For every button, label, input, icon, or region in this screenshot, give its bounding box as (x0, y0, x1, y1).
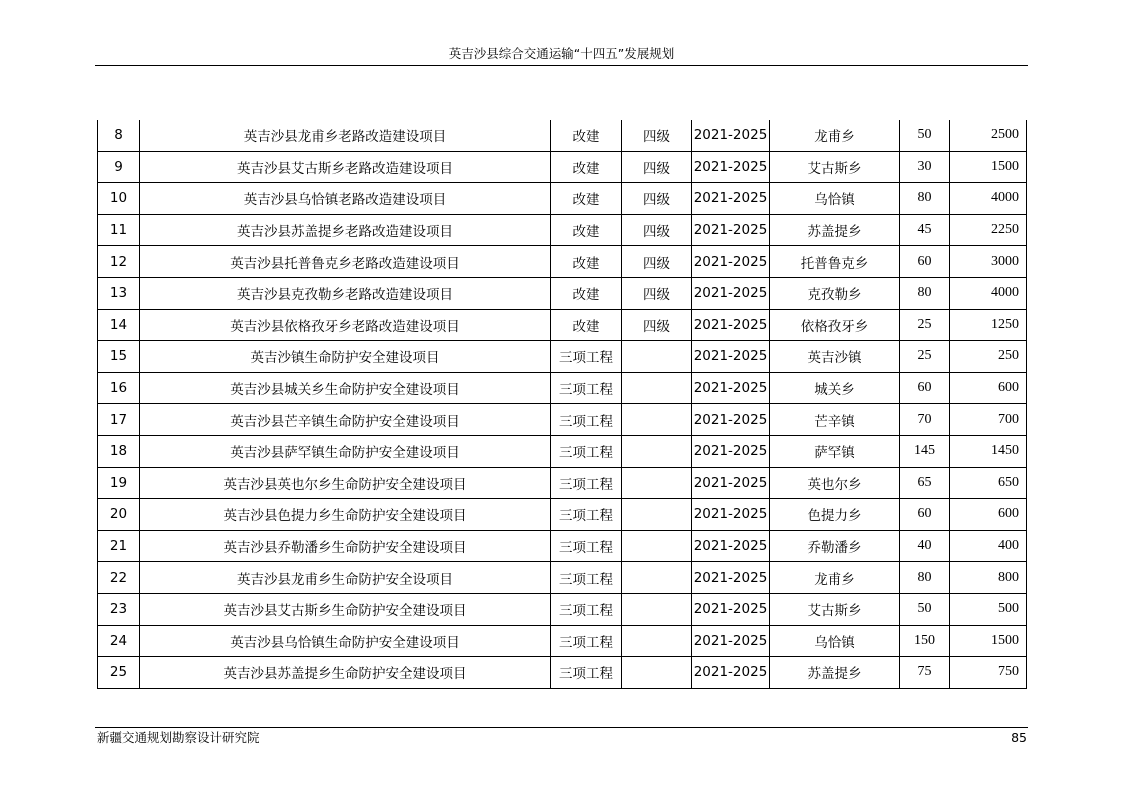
row-number-cell: 11 (98, 214, 140, 246)
construction-type-cell: 三项工程 (551, 625, 622, 657)
construction-type-cell: 改建 (551, 309, 622, 341)
construction-type-cell: 改建 (551, 151, 622, 183)
row-number-cell: 15 (98, 341, 140, 373)
location-cell: 芒辛镇 (770, 404, 900, 436)
period-cell: 2021-2025 (692, 309, 770, 341)
project-name-cell: 英吉沙县艾古斯乡生命防护安全建设项目 (140, 593, 551, 625)
investment-cell: 3000 (950, 246, 1027, 278)
investment-cell: 4000 (950, 277, 1027, 309)
scale-cell: 60 (900, 372, 950, 404)
construction-type-cell: 改建 (551, 246, 622, 278)
location-cell: 城关乡 (770, 372, 900, 404)
page-number: 85 (1011, 730, 1027, 745)
row-number-cell: 8 (98, 120, 140, 151)
period-cell: 2021-2025 (692, 593, 770, 625)
table-row (98, 341, 1027, 373)
period-cell: 2021-2025 (692, 562, 770, 594)
row-number-cell: 21 (98, 530, 140, 562)
row-number-cell: 13 (98, 277, 140, 309)
period-cell: 2021-2025 (692, 625, 770, 657)
table-row (98, 151, 1027, 183)
table-row (98, 467, 1027, 499)
construction-type-cell: 改建 (551, 214, 622, 246)
period-cell: 2021-2025 (692, 467, 770, 499)
project-name-cell: 英吉沙县托普鲁克乡老路改造建设项目 (140, 246, 551, 278)
scale-cell: 145 (900, 435, 950, 467)
investment-cell: 500 (950, 593, 1027, 625)
row-number-cell: 23 (98, 593, 140, 625)
scale-cell: 80 (900, 183, 950, 215)
investment-cell: 600 (950, 499, 1027, 531)
scale-cell: 80 (900, 562, 950, 594)
location-cell: 克孜勒乡 (770, 277, 900, 309)
table-row (98, 309, 1027, 341)
table-row (98, 499, 1027, 531)
investment-cell: 650 (950, 467, 1027, 499)
period-cell: 2021-2025 (692, 530, 770, 562)
investment-cell: 250 (950, 341, 1027, 373)
scale-cell: 65 (900, 467, 950, 499)
construction-type-cell: 三项工程 (551, 593, 622, 625)
project-name-cell: 英吉沙县龙甫乡生命防护安全设项目 (140, 562, 551, 594)
scale-cell: 75 (900, 657, 950, 689)
road-grade-cell: 四级 (622, 277, 692, 309)
construction-type-cell: 改建 (551, 183, 622, 215)
project-name-cell: 英吉沙县依格孜牙乡老路改造建设项目 (140, 309, 551, 341)
scale-cell: 50 (900, 593, 950, 625)
investment-cell: 1250 (950, 309, 1027, 341)
location-cell: 乌恰镇 (770, 625, 900, 657)
row-number-cell: 14 (98, 309, 140, 341)
period-cell: 2021-2025 (692, 120, 770, 151)
investment-cell: 400 (950, 530, 1027, 562)
table-row (98, 657, 1027, 689)
scale-cell: 45 (900, 214, 950, 246)
scale-cell: 50 (900, 120, 950, 151)
row-number-cell: 9 (98, 151, 140, 183)
table-row (98, 593, 1027, 625)
row-number-cell: 22 (98, 562, 140, 594)
scale-cell: 60 (900, 246, 950, 278)
period-cell: 2021-2025 (692, 246, 770, 278)
scale-cell: 70 (900, 404, 950, 436)
location-cell: 托普鲁克乡 (770, 246, 900, 278)
table-row (98, 530, 1027, 562)
road-grade-cell (622, 435, 692, 467)
project-name-cell: 英吉沙县萨罕镇生命防护安全建设项目 (140, 435, 551, 467)
location-cell: 乌恰镇 (770, 183, 900, 215)
construction-type-cell: 三项工程 (551, 499, 622, 531)
table-row (98, 120, 1027, 151)
row-number-cell: 24 (98, 625, 140, 657)
period-cell: 2021-2025 (692, 372, 770, 404)
location-cell: 依格孜牙乡 (770, 309, 900, 341)
road-grade-cell (622, 467, 692, 499)
location-cell: 苏盖提乡 (770, 657, 900, 689)
row-number-cell: 25 (98, 657, 140, 689)
project-name-cell: 英吉沙县乌恰镇老路改造建设项目 (140, 183, 551, 215)
investment-cell: 800 (950, 562, 1027, 594)
period-cell: 2021-2025 (692, 151, 770, 183)
construction-type-cell: 三项工程 (551, 530, 622, 562)
table-row (98, 435, 1027, 467)
project-name-cell: 英吉沙县龙甫乡老路改造建设项目 (140, 120, 551, 151)
road-grade-cell (622, 530, 692, 562)
investment-cell: 2250 (950, 214, 1027, 246)
project-name-cell: 英吉沙县艾古斯乡老路改造建设项目 (140, 151, 551, 183)
road-grade-cell: 四级 (622, 151, 692, 183)
project-name-cell: 英吉沙县芒辛镇生命防护安全建设项目 (140, 404, 551, 436)
project-name-cell: 英吉沙县色提力乡生命防护安全建设项目 (140, 499, 551, 531)
road-grade-cell (622, 562, 692, 594)
location-cell: 色提力乡 (770, 499, 900, 531)
row-number-cell: 19 (98, 467, 140, 499)
scale-cell: 25 (900, 309, 950, 341)
construction-type-cell: 三项工程 (551, 562, 622, 594)
row-number-cell: 12 (98, 246, 140, 278)
location-cell: 龙甫乡 (770, 120, 900, 151)
row-number-cell: 16 (98, 372, 140, 404)
investment-cell: 700 (950, 404, 1027, 436)
investment-cell: 750 (950, 657, 1027, 689)
table-row (98, 246, 1027, 278)
construction-type-cell: 三项工程 (551, 372, 622, 404)
header-divider (95, 65, 1028, 66)
location-cell: 艾古斯乡 (770, 593, 900, 625)
location-cell: 苏盖提乡 (770, 214, 900, 246)
location-cell: 乔勒潘乡 (770, 530, 900, 562)
investment-cell: 4000 (950, 183, 1027, 215)
period-cell: 2021-2025 (692, 499, 770, 531)
period-cell: 2021-2025 (692, 183, 770, 215)
table-row (98, 404, 1027, 436)
table-row (98, 214, 1027, 246)
construction-type-cell: 三项工程 (551, 435, 622, 467)
project-table (97, 120, 1027, 689)
period-cell: 2021-2025 (692, 214, 770, 246)
road-grade-cell: 四级 (622, 214, 692, 246)
row-number-cell: 10 (98, 183, 140, 215)
table-row (98, 277, 1027, 309)
road-grade-cell (622, 341, 692, 373)
location-cell: 萨罕镇 (770, 435, 900, 467)
road-grade-cell (622, 657, 692, 689)
project-name-cell: 英吉沙县苏盖提乡老路改造建设项目 (140, 214, 551, 246)
scale-cell: 60 (900, 499, 950, 531)
construction-type-cell: 三项工程 (551, 404, 622, 436)
row-number-cell: 17 (98, 404, 140, 436)
table-row (98, 562, 1027, 594)
investment-cell: 1500 (950, 625, 1027, 657)
table-row (98, 183, 1027, 215)
project-name-cell: 英吉沙县克孜勒乡老路改造建设项目 (140, 277, 551, 309)
period-cell: 2021-2025 (692, 404, 770, 436)
period-cell: 2021-2025 (692, 277, 770, 309)
road-grade-cell: 四级 (622, 246, 692, 278)
construction-type-cell: 三项工程 (551, 341, 622, 373)
page-header-title: 英吉沙县综合交通运输“十四五”发展规划 (448, 46, 675, 61)
period-cell: 2021-2025 (692, 435, 770, 467)
location-cell: 英也尔乡 (770, 467, 900, 499)
investment-cell: 1450 (950, 435, 1027, 467)
construction-type-cell: 三项工程 (551, 467, 622, 499)
footer-divider (95, 727, 1028, 728)
construction-type-cell: 三项工程 (551, 657, 622, 689)
road-grade-cell (622, 372, 692, 404)
period-cell: 2021-2025 (692, 341, 770, 373)
scale-cell: 25 (900, 341, 950, 373)
scale-cell: 150 (900, 625, 950, 657)
table-row (98, 372, 1027, 404)
row-number-cell: 18 (98, 435, 140, 467)
footer-organization: 新疆交通规划勘察设计研究院 (97, 730, 260, 745)
project-name-cell: 英吉沙县城关乡生命防护安全建设项目 (140, 372, 551, 404)
road-grade-cell: 四级 (622, 120, 692, 151)
location-cell: 龙甫乡 (770, 562, 900, 594)
project-name-cell: 英吉沙县英也尔乡生命防护安全建设项目 (140, 467, 551, 499)
road-grade-cell (622, 625, 692, 657)
project-table-body (98, 120, 1027, 688)
construction-type-cell: 改建 (551, 120, 622, 151)
table-row (98, 625, 1027, 657)
road-grade-cell (622, 499, 692, 531)
road-grade-cell: 四级 (622, 183, 692, 215)
project-name-cell: 英吉沙县乔勒潘乡生命防护安全建设项目 (140, 530, 551, 562)
road-grade-cell: 四级 (622, 309, 692, 341)
project-name-cell: 英吉沙县苏盖提乡生命防护安全建设项目 (140, 657, 551, 689)
period-cell: 2021-2025 (692, 657, 770, 689)
road-grade-cell (622, 593, 692, 625)
scale-cell: 30 (900, 151, 950, 183)
investment-cell: 2500 (950, 120, 1027, 151)
road-grade-cell (622, 404, 692, 436)
project-name-cell: 英吉沙县乌恰镇生命防护安全建设项目 (140, 625, 551, 657)
investment-cell: 1500 (950, 151, 1027, 183)
location-cell: 艾古斯乡 (770, 151, 900, 183)
scale-cell: 80 (900, 277, 950, 309)
scale-cell: 40 (900, 530, 950, 562)
investment-cell: 600 (950, 372, 1027, 404)
project-name-cell: 英吉沙镇生命防护安全建设项目 (140, 341, 551, 373)
location-cell: 英吉沙镇 (770, 341, 900, 373)
construction-type-cell: 改建 (551, 277, 622, 309)
row-number-cell: 20 (98, 499, 140, 531)
